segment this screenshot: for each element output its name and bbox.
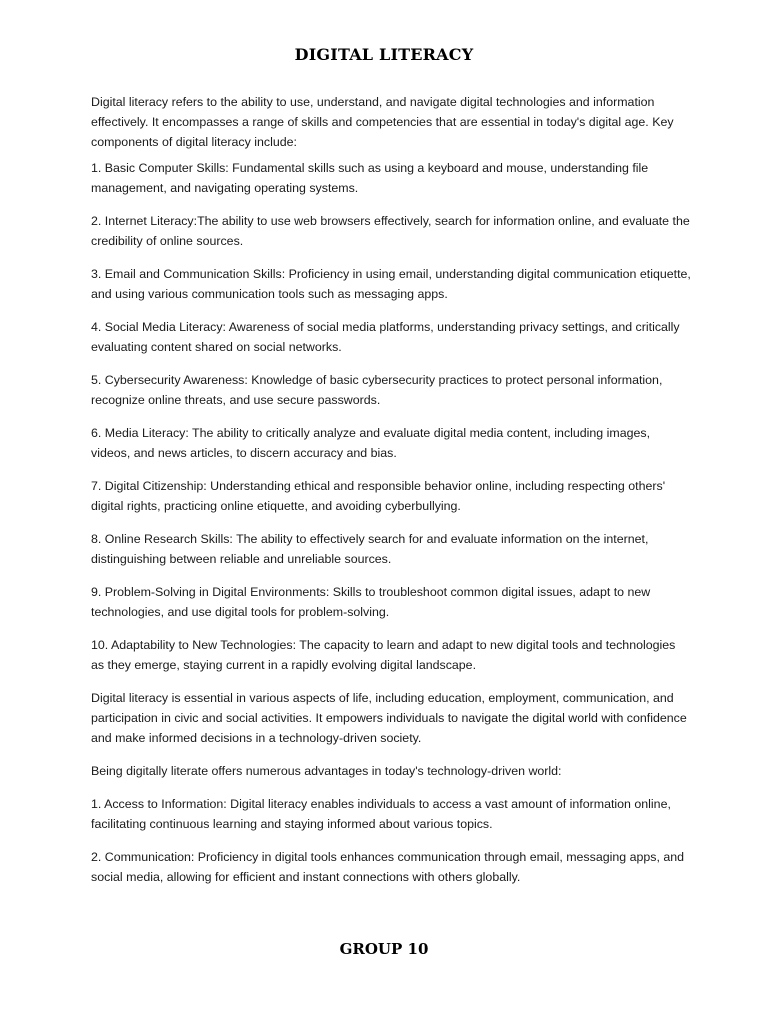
advantages-intro: Being digitally literate offers numerous advantages in today's technology-driven world: <box>91 764 562 778</box>
component-item-9: 9. Problem-Solving in Digital Environments: Skills to troubleshoot common digital issues, adapt to new technologies, and use digital tools for problem-solving. <box>91 585 651 619</box>
intro-text: Digital literacy refers to the ability to use, understand, and navigate digital technologies and information effectively. It encompasses a range of skills and competencies that are essential in today's digital age. <box>91 95 655 129</box>
advantage-item-1: 1. Access to Information: Digital literacy enables individuals to access a vast amount of information online, facilitating continuous learning and staying informed about various topics. <box>91 797 671 831</box>
component-item-5: 5. Cybersecurity Awareness: Knowledge of basic cybersecurity practices to protect personal information, recognize online threats, and use secure passwords. <box>91 373 663 407</box>
intro-lead: Key components of digital literacy include: <box>91 115 674 149</box>
component-item-2: 2. Internet Literacy:The ability to use web browsers effectively, search for information online, and evaluate the credibility of online sources. <box>91 214 690 248</box>
advantage-item-2: 2. Communication: Proficiency in digital tools enhances communication through email, messaging apps, and social media, allowing for efficient and instant connections with others globally. <box>91 850 685 884</box>
component-item-8: 8. Online Research Skills: The ability to effectively search for and evaluate information on the internet, distinguishing between reliable and unreliable sources. <box>91 532 649 566</box>
intro-paragraph <box>91 92 691 152</box>
group-footer: GROUP 10 <box>339 940 429 958</box>
importance-paragraph: Digital literacy is essential in various aspects of life, including education, employment, communication, and participation in civic and social activities. It empowers individuals to navigate the digital world with confidence and make informed decisions in a technology-driven society. <box>91 691 687 745</box>
component-item-7: 7. Digital Citizenship: Understanding ethical and responsible behavior online, including respecting others' digital rights, practicing online etiquette, and avoiding cyberbullying. <box>91 479 666 513</box>
component-item-6: 6. Media Literacy: The ability to critically analyze and evaluate digital media content, including images, videos, and news articles, to discern accuracy and bias. <box>91 426 651 460</box>
document-body <box>91 92 691 900</box>
component-item-1: 1. Basic Computer Skills: Fundamental skills such as using a keyboard and mouse, understanding file management, and navigating operating systems. <box>91 161 649 195</box>
component-item-3: 3. Email and Communication Skills: Proficiency in using email, understanding digital communication etiquette, and using various communication tools such as messaging apps. <box>91 267 691 301</box>
component-item-4: 4. Social Media Literacy: Awareness of social media platforms, understanding privacy settings, and critically evaluating content shared on social networks. <box>91 320 680 354</box>
document-title: DIGITAL LITERACY <box>294 45 474 64</box>
component-item-10: 10. Adaptability to New Technologies: The capacity to learn and adapt to new digital tools and technologies as they emerge, staying current in a rapidly evolving digital landscape. <box>91 638 676 672</box>
